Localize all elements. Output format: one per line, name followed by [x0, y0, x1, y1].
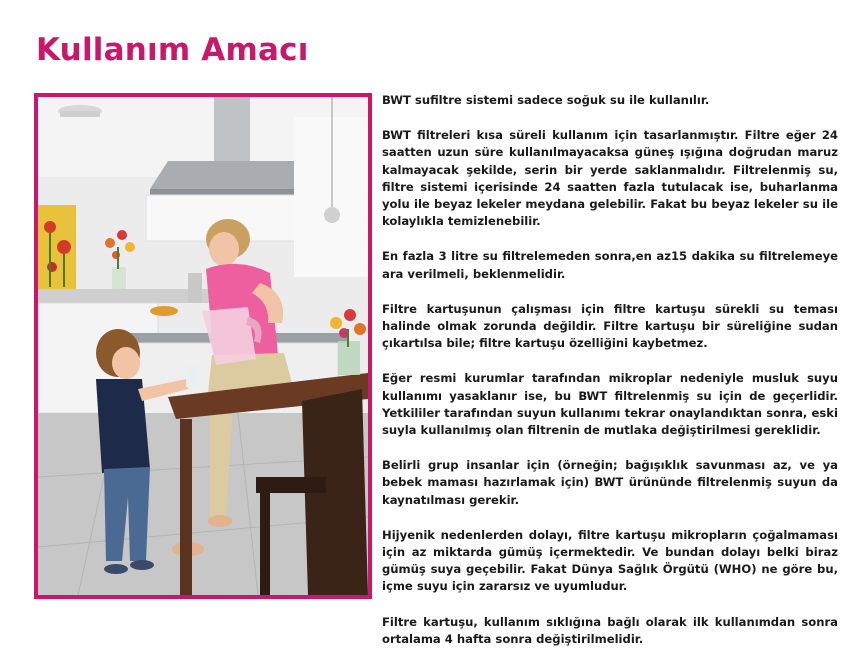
- paragraph: Filtre kartuşunun çalışması için filtre kartuşu sürekli su teması halinde olmak zorunda değildir. Filtre kartuşu bir süreliğine sudan çıkartılsa bile; filtre kartuşu özelliğini kaybetmez.: [382, 301, 838, 351]
- paragraph: Hijyenik nedenlerden dolayı, filtre kartuşu mikropların çoğalmaması için az miktarda gümüş içermektedir. Ve bundan dolayı belki biraz gümüş suya geçebilir. Fakat Dünya Sağlık Örgütü (WHO) ne göre bu, içme suyu için zararsız ve uyumludur.: [382, 527, 838, 594]
- paragraph: Eğer resmi kurumlar tarafından mikroplar nedeniyle musluk suyu kullanımı yasaklanır ise, bu BWT filtrelenmiş su için de geçerlidir. Yetkililer tarafından suyun kullanımı tekrar onaylandıktan sonra, eski suyla kullanılmış olan filtrenin de mutlaka değiştirilmesi gereklidir.: [382, 371, 838, 438]
- paragraph: Belirli grup insanlar için (örneğin; bağışıklık savunması az, ve ya bebek maması hazırlamak için) BWT ürününde filtrelenmiş suyun da kaynatılması gerekir.: [382, 458, 838, 507]
- paragraph: BWT sufiltre sistemi sadece soğuk su ile kullanılır.: [382, 93, 710, 107]
- usage-text-column: [382, 92, 838, 666]
- paragraph: En fazla 3 litre su filtrelemeden sonra,en az15 dakika su filtrelemeye ara verilmeli, beklenmelidir.: [382, 249, 838, 281]
- page-title: Kullanım Amacı: [36, 32, 309, 68]
- kitchen-photo: [34, 93, 372, 599]
- paragraph: BWT filtreleri kısa süreli kullanım için tasarlanmıştır. Filtre eğer 24 saatten uzun süre kullanılmayacaksa güneş ışığına doğrudan maruz kalmayacak şekilde, serin bir yerde saklanmalıdır. Filtrelenmiş su, filtre sistemi içerisinde 24 saatten fazla tutulacak ise, buharlanma yolu ile beyaz lekeler meydana gelebilir. Fakat bu beyaz lekeler su ile kolaylıkla temizlenebilir.: [382, 128, 838, 229]
- paragraph: Filtre kartuşu, kullanım sıklığına bağlı olarak ilk kullanımdan sonra ortalama 4 hafta sonra değiştirilmelidir.: [382, 614, 838, 646]
